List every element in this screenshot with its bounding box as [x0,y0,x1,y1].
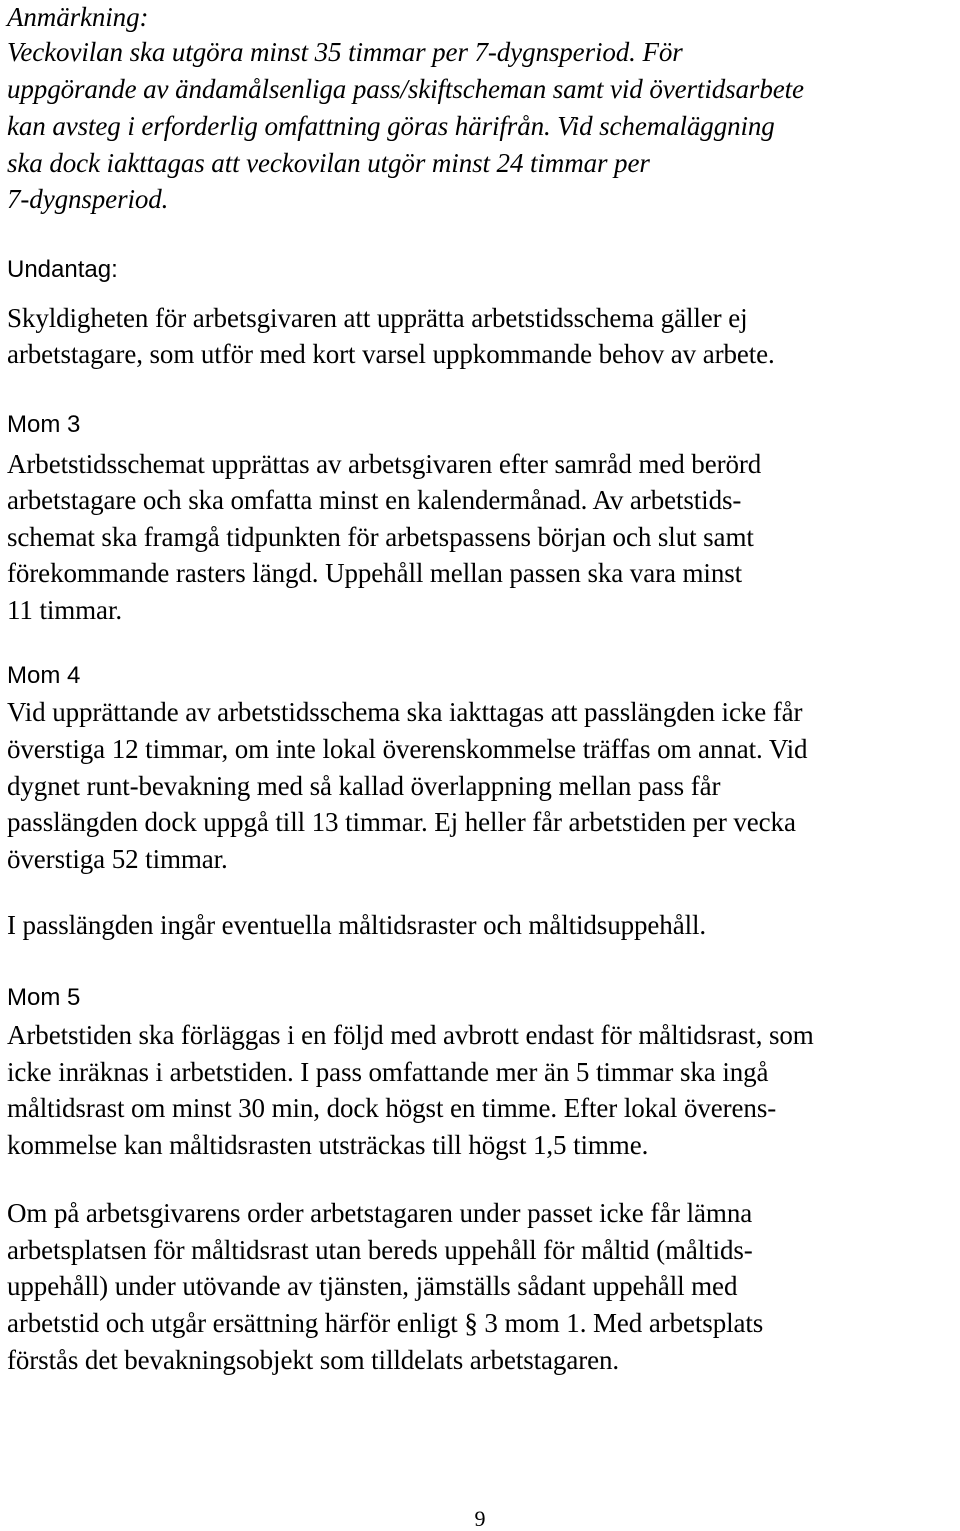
undantag-line: arbetstagare, som utför med kort varsel uppkommande behov av arbete. [7,339,775,369]
mom5-paragraph2-line: arbetstid och utgår ersättning härför enligt § 3 mom 1. Med arbetsplats [7,1308,764,1338]
undantag-heading: Undantag: [7,256,118,283]
mom5-line: kommelse kan måltidsrasten utsträckas till högst 1,5 timme. [7,1130,649,1160]
mom3-line: Arbetstidsschemat upprättas av arbetsgivaren efter samråd med berörd [7,449,762,479]
mom3-line: förekommande rasters längd. Uppehåll mellan passen ska vara minst [7,558,743,588]
anmarkning-label: Anmärkning: [7,2,149,32]
mom5-line: måltidsrast om minst 30 min, dock högst en timme. Efter lokal överens- [7,1093,777,1123]
anmarkning-line: ska dock iakttagas att veckovilan utgör minst 24 timmar per [7,148,650,178]
anmarkning-line: uppgörande av ändamålsenliga pass/skiftscheman samt vid övertidsarbete [7,74,804,104]
anmarkning-line: 7-dygnsperiod. [7,184,169,214]
mom5-line: icke inräknas i arbetstiden. I pass omfattande mer än 5 timmar ska ingå [7,1057,769,1087]
mom5-paragraph2-line: förstås det bevakningsobjekt som tilldelats arbetstagaren. [7,1345,620,1375]
mom5-paragraph2-line: uppehåll) under utövande av tjänsten, jämställs sådant uppehåll med [7,1271,738,1301]
mom4-heading: Mom 4 [7,662,81,689]
undantag-line: Skyldigheten för arbetsgivaren att upprätta arbetstidsschema gäller ej [7,303,748,333]
mom3-line: 11 timmar. [7,595,122,625]
mom5-line: Arbetstiden ska förläggas i en följd med avbrott endast för måltidsrast, som [7,1020,814,1050]
anmarkning-line: Veckovilan ska utgöra minst 35 timmar per 7-dygnsperiod. För [7,37,683,67]
mom4-line: Vid upprättande av arbetstidsschema ska iakttagas att passlängden icke får [7,697,803,727]
mom4-line: överstiga 52 timmar. [7,844,228,874]
page-number: 9 [474,1506,486,1531]
mom3-line: arbetstagare och ska omfatta minst en kalendermånad. Av arbetstids- [7,485,742,515]
mom4-line: dygnet runt-bevakning med så kallad överlappning mellan pass får [7,771,721,801]
mom4-line: överstiga 12 timmar, om inte lokal överenskommelse träffas om annat. Vid [7,734,808,764]
mom4-line: passlängden dock uppgå till 13 timmar. Ej heller får arbetstiden per vecka [7,807,796,837]
anmarkning-line: kan avsteg i erforderlig omfattning göras härifrån. Vid schemaläggning [7,111,775,141]
mom3-heading: Mom 3 [7,411,81,438]
mom5-paragraph2-line: arbetsplatsen för måltidsrast utan bereds uppehåll för måltid (måltids- [7,1235,753,1265]
mom3-line: schemat ska framgå tidpunkten för arbetspassens början och slut samt [7,522,754,552]
mom5-heading: Mom 5 [7,984,81,1011]
mom4-extra-line: I passlängden ingår eventuella måltidsraster och måltidsuppehåll. [7,910,707,940]
mom5-paragraph2-line: Om på arbetsgivarens order arbetstagaren under passet icke får lämna [7,1198,753,1228]
